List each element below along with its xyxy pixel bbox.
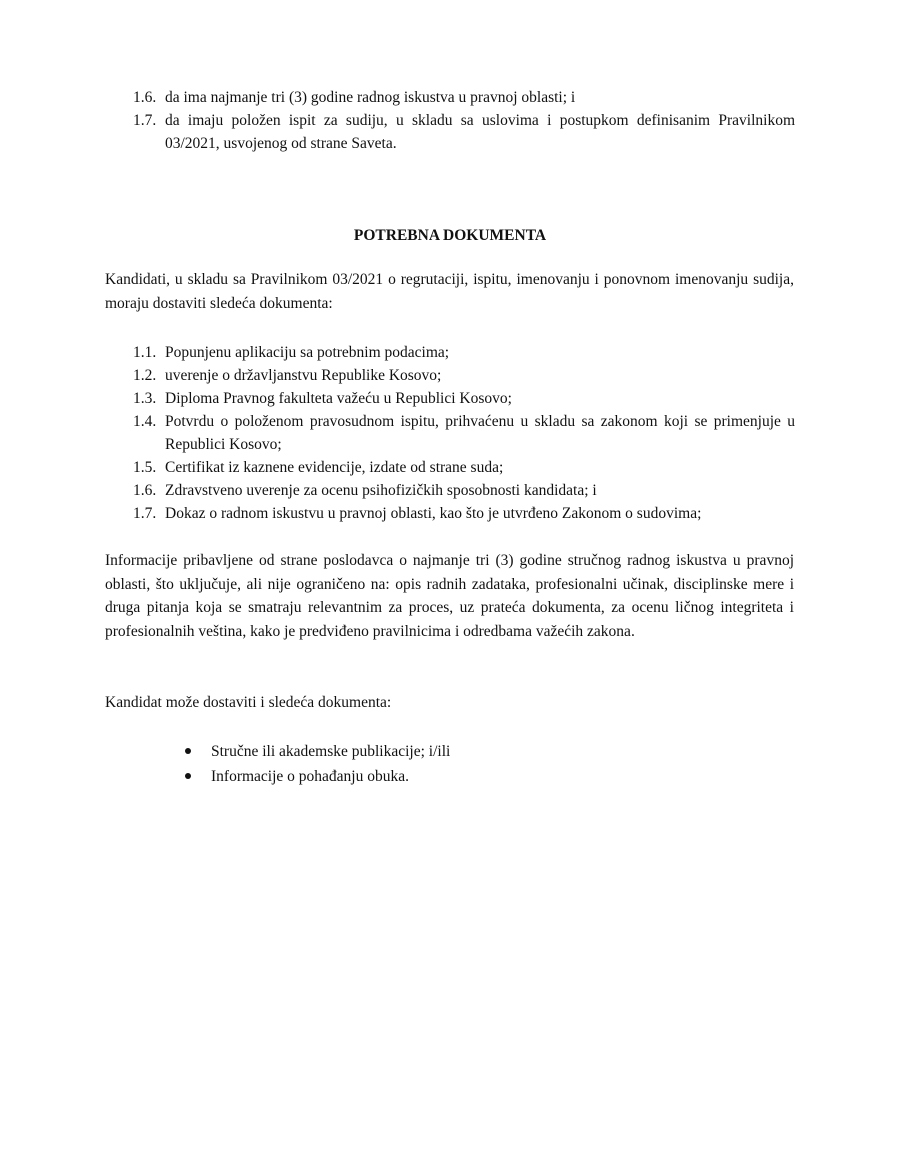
list-item [133, 364, 795, 387]
intro-paragraph: Kandidati, u skladu sa Pravilnikom 03/2021 o regrutaciji, ispitu, imenovanju i ponovnom imenovanju sudija, moraju dostaviti sledeća dokumenta: [105, 271, 794, 312]
list-item-text: Diploma Pravnog fakulteta važeću u Republici Kosovo; [165, 390, 512, 407]
list-item [133, 456, 795, 479]
list-item [133, 341, 795, 364]
list-item-number: 1.7. [133, 505, 157, 522]
optional-documents-list [183, 739, 743, 789]
list-item [133, 502, 795, 525]
bullet-icon [185, 773, 191, 779]
list-item-number: 1.4. [133, 413, 157, 430]
list-item-text: Zdravstveno uverenje za ocenu psihofizičkih sposobnosti kandidata; i [165, 482, 597, 499]
documents-list [133, 341, 795, 525]
list-item [133, 109, 795, 155]
list-item-text: Popunjenu aplikaciju sa potrebnim podacima; [165, 344, 450, 361]
list-item-number: 1.6. [133, 482, 157, 499]
section-heading: POTREBNA DOKUMENTA [353, 227, 547, 244]
list-item-number: 1.3. [133, 390, 157, 407]
list-item-text: uverenje o državljanstvu Republike Kosovo; [165, 367, 442, 384]
bullet-item-text: Informacije o pohađanju obuka. [211, 768, 409, 785]
list-item [133, 387, 795, 410]
list-item-number: 1.1. [133, 344, 157, 361]
eligibility-list [133, 86, 795, 155]
list-item [133, 410, 795, 456]
bullet-item-text: Stručne ili akademske publikacije; i/ili [211, 743, 451, 760]
list-item-text: da ima najmanje tri (3) godine radnog iskustva u pravnoj oblasti; i [165, 89, 576, 106]
optional-intro: Kandidat može dostaviti i sledeća dokumenta: [105, 694, 392, 711]
list-item-text: da imaju položen ispit za sudiju, u skladu sa uslovima i postupkom definisanim Pravilnikom 03/2021, usvojenog od strane Saveta. [165, 112, 795, 152]
list-item-text: Dokaz o radnom iskustvu u pravnoj oblasti, kao što je utvrđeno Zakonom o sudovima; [165, 505, 702, 522]
list-item-number: 1.6. [133, 89, 157, 106]
bullet-icon [185, 748, 191, 754]
bullet-item [183, 739, 743, 764]
list-item-text: Certifikat iz kaznene evidencije, izdate od strane suda; [165, 459, 504, 476]
list-item-number: 1.7. [133, 112, 157, 129]
list-item-number: 1.5. [133, 459, 157, 476]
bullet-item [183, 764, 743, 789]
info-paragraph: Informacije pribavljene od strane poslodavca o najmanje tri (3) godine stručnog radnog iskustva u pravnoj oblasti, što uključuje, ali nije ograničeno na: opis radnih zadataka, profesionalni učinak, disciplinske mere i druga pitanja koja se smatraju relevantnim za proces, uz prateća dokumenta, za ocenu ličnog integriteta i profesionalnih veština, kako je predviđeno pravilnicima i odredbama važećih zakona. [105, 552, 794, 640]
list-item [133, 86, 795, 109]
list-item-number: 1.2. [133, 367, 157, 384]
list-item [133, 479, 795, 502]
list-item-text: Potvrdu o položenom pravosudnom ispitu, prihvaćenu u skladu sa zakonom koji se primenjuje u Republici Kosovo; [165, 413, 795, 453]
